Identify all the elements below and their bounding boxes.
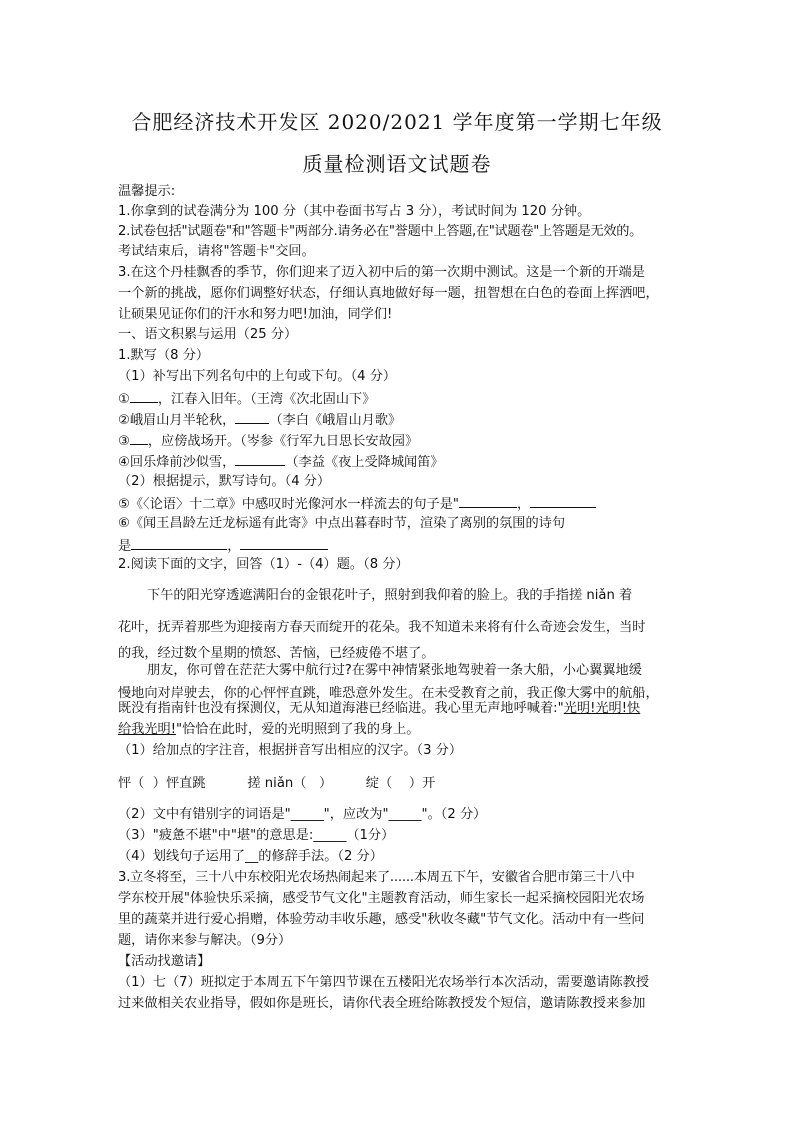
exam-title-line2: 质量检测语文试题卷	[302, 152, 492, 176]
answer-blank[interactable]	[459, 494, 517, 508]
underlined-sentence: 光明!光明!快	[563, 701, 641, 716]
pinyin-items: 怦（ ）怦直跳 搓 niǎn（ ） 绽（ ）开	[118, 776, 436, 791]
passage-line: 给我光明!"恰恰在此时，爱的光明照到了我的身上。	[118, 722, 420, 737]
fill-item-2: ②峨眉山月半轮秋， （李白《峨眉山月歌》	[118, 410, 401, 430]
passage-line: 下午的阳光穿透遮满阳台的金银花叶子，照射到我仰着的脸上。我的手指搓 niǎn 着	[147, 588, 633, 603]
tip-line: 一个新的挑战，愿你们调整好状态，仔细认真地做好每一题，扭智想在白色的卷面上挥洒吧，	[118, 286, 659, 301]
question-1-part-2: （2）根据提示，默写诗句。（4 分）	[118, 474, 331, 489]
fill-item-3: ③ ，应傍战场开。（岑参《行军九日思长安故园》	[118, 431, 418, 451]
passage-line: 既没有指南针也没有探测仪，无从知道海港已经临进。我心里无声地呼喊着:"光明!光明!快	[118, 701, 641, 716]
activity-label: 【活动找邀请】	[118, 954, 211, 969]
passage-line: 朋友，你可曾在茫茫大雾中航行过?在雾中神情紧张地驾驶着一条大船，小心翼翼地缓	[147, 663, 642, 678]
answer-blank[interactable]	[235, 410, 269, 424]
question-2-part-3: （3）"疲惫不堪"中"堪"的意思是:_____（1分）	[118, 828, 395, 843]
answer-blank[interactable]	[235, 452, 285, 466]
question-2-part-1: （1）给加点的字注音，根据拼音写出相应的汉字。（3 分）	[118, 743, 463, 758]
tip-line: 2.试卷包括"试题卷"和"答题卡"两部分.请务必在"誉题中上答题,在"试题卷"上答题是无效的。	[118, 224, 643, 239]
question-3-line: 3.立冬将至，三十八中东校阳光农场热闹起来了......本周五下午，安徽省合肥市第三十八中	[118, 870, 635, 885]
question-2-part-2: （2）文中有错别字的词语是"_____"，应改为"_____"。（2 分）	[118, 807, 487, 822]
answer-blank[interactable]	[240, 536, 328, 550]
fill-item-6-answer: 是 ，	[118, 536, 328, 556]
fill-item-1: ① ，江春入旧年。（王湾《次北固山下》	[118, 389, 375, 409]
question-1: 1.默写（8 分）	[118, 348, 210, 363]
question-1-part-1: （1）补写出下列名句中的上句或下句。（4 分）	[118, 369, 397, 384]
tip-line: 3.在这个丹桂飘香的季节，你们迎来了迈入初中后的第一次期中测试。这是一个新的开端是	[118, 265, 645, 280]
answer-blank[interactable]	[130, 431, 148, 445]
tips-label: 温馨提示:	[118, 184, 176, 199]
fill-item-4: ④回乐烽前沙似雪， （李益《夜上受降城闻笛》	[118, 452, 444, 472]
fill-item-6: ⑥《闻王昌龄左迁龙标遥有此寄》中点出暮春时节，渲染了离别的氛围的诗句	[118, 516, 566, 531]
fill-item-5: ⑤《〈论语〉十二章》中感叹时光像河水一样流去的句子是" ，	[118, 494, 596, 514]
passage-line: 的我，经过数个星期的愤怒、苦恼，已经疲倦不堪了。	[118, 646, 435, 661]
exam-title-line1: 合肥经济技术开发区 2020/2021 学年度第一学期七年级	[131, 110, 663, 134]
answer-blank[interactable]	[130, 389, 158, 403]
tip-line: 让硕果见证你们的汗水和努力吧!加油，同学们!	[118, 307, 393, 322]
question-3-line: 里的蔬菜并进行爱心捐赠，体验劳动丰收乐趣，感受"秋收冬藏"节气文化。活动中有一些问	[118, 912, 645, 927]
passage-line: 花叶，抚弄着那些为迎接南方春天而绽开的花朵。我不知道未来将有什么奇迹会发生，当时	[118, 620, 646, 635]
question-2: 2.阅读下面的文字，回答（1）-（4）题。（8 分）	[118, 557, 409, 572]
question-3-part-1: 过来做相关农业指导，假如你是班长，请你代表全班给陈教授发个短信，邀请陈教授来参加	[118, 996, 646, 1011]
answer-blank[interactable]	[530, 494, 596, 508]
section-heading: 一、语文积累与运用（25 分）	[118, 327, 298, 342]
question-2-part-4: （4）划线句子运用了__的修辞手法。（2 分）	[118, 849, 383, 864]
passage-line: 慢地向对岸驶去，你的心怦怦直跳，唯恐意外发生。在未受教育之前，我正像大雾中的航船，	[118, 686, 659, 701]
tip-line: 考试结束后，请将"答题卡"交回。	[118, 244, 315, 259]
underlined-sentence: 给我光明!	[118, 722, 177, 737]
answer-blank[interactable]	[131, 536, 227, 550]
tip-line: 1.你拿到的试卷满分为 100 分（其中卷面书写占 3 分），考试时间为 120 分钟。	[118, 204, 591, 219]
question-3-line: 题，请你来参与解决。（9分）	[118, 933, 292, 948]
question-3-line: 学东校开展"体验快乐采摘，感受节气文化"主题教育活动，师生家长一起采摘校园阳光农场	[118, 891, 645, 906]
question-3-part-1: （1）七（7）班拟定于本周五下午第四节课在五楼阳光农场举行本次活动，需要邀请陈教授	[118, 975, 650, 990]
